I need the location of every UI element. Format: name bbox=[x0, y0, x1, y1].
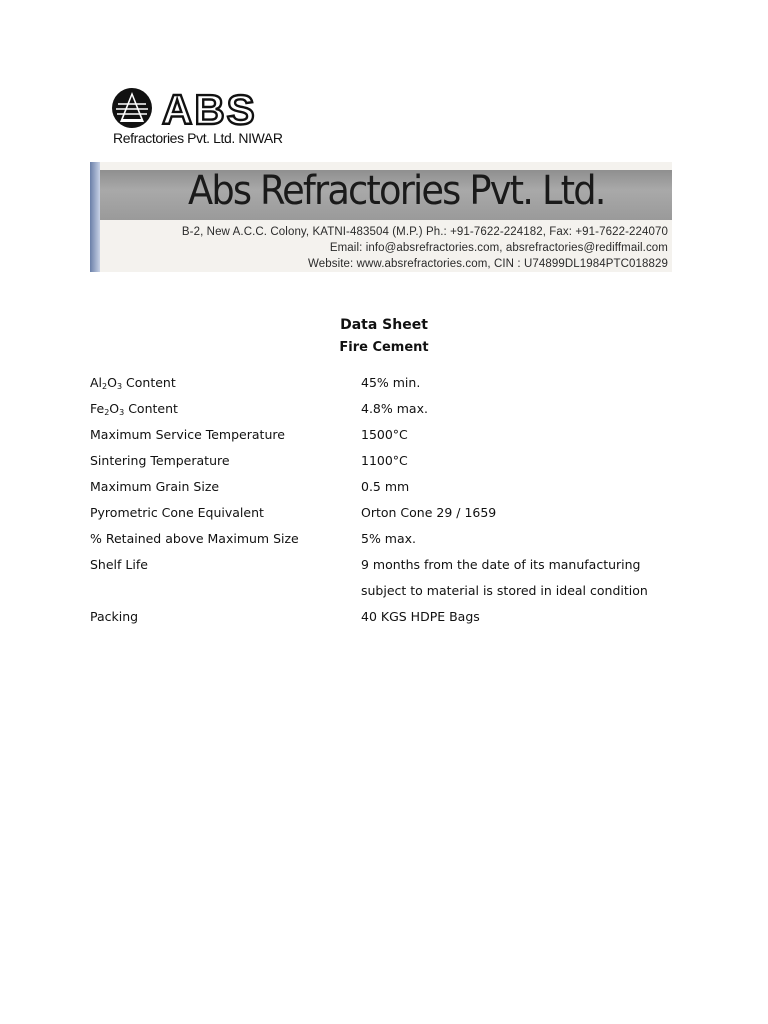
letterhead-banner bbox=[90, 162, 672, 272]
abs-wordmark bbox=[160, 90, 286, 128]
banner-company-name: Abs Refractories Pvt. Ltd. bbox=[188, 168, 605, 214]
logo-subtitle: Refractories Pvt. Ltd. NIWAR bbox=[113, 130, 283, 146]
spec-value: Orton Cone 29 / 1659 bbox=[361, 505, 497, 520]
product-name: Fire Cement bbox=[339, 340, 429, 355]
spec-label: Shelf Life bbox=[90, 557, 148, 572]
spec-value: 1500°C bbox=[361, 427, 408, 442]
spec-label: Packing bbox=[90, 609, 139, 624]
spec-value: 45% min. bbox=[361, 375, 421, 390]
spec-table bbox=[90, 374, 690, 634]
spec-label: Maximum Grain Size bbox=[90, 479, 220, 494]
spec-value: 40 KGS HDPE Bags bbox=[361, 609, 480, 624]
spec-value: 9 months from the date of its manufacturing subject to material is stored in ideal condition bbox=[361, 557, 648, 598]
banner-email: Email: info@absrefractories.com, absrefractories@rediffmail.com bbox=[329, 242, 668, 254]
spec-row bbox=[90, 608, 690, 634]
company-logo bbox=[110, 86, 290, 148]
spec-label: Maximum Service Temperature bbox=[90, 427, 285, 442]
abs-emblem-icon bbox=[110, 86, 154, 130]
spec-label: $Fe_2O_3$ Content bbox=[90, 401, 178, 417]
spec-value: 4.8% max. bbox=[361, 401, 428, 416]
logo-wordmark-text: ABS bbox=[162, 90, 257, 128]
spec-row bbox=[90, 556, 690, 608]
spec-label: Sintering Temperature bbox=[90, 453, 230, 468]
spec-value: 5% max. bbox=[361, 531, 417, 546]
banner-edge bbox=[90, 162, 100, 272]
banner-address: B-2, New A.C.C. Colony, KATNI-483504 (M.P.) Ph.: +91-7622-224182, Fax: +91-7622-224070 bbox=[181, 226, 668, 238]
spec-label: Pyrometric Cone Equivalent bbox=[90, 505, 264, 520]
page-title: Data Sheet bbox=[340, 317, 428, 333]
spec-label: % Retained above Maximum Size bbox=[90, 531, 299, 546]
spec-value: 0.5 mm bbox=[361, 479, 410, 494]
spec-value: 1100°C bbox=[361, 453, 408, 468]
banner-website: Website: www.absrefractories.com, CIN : U74899DL1984PTC018829 bbox=[308, 258, 668, 270]
spec-label: $Al_2O_3$ Content bbox=[90, 375, 176, 391]
